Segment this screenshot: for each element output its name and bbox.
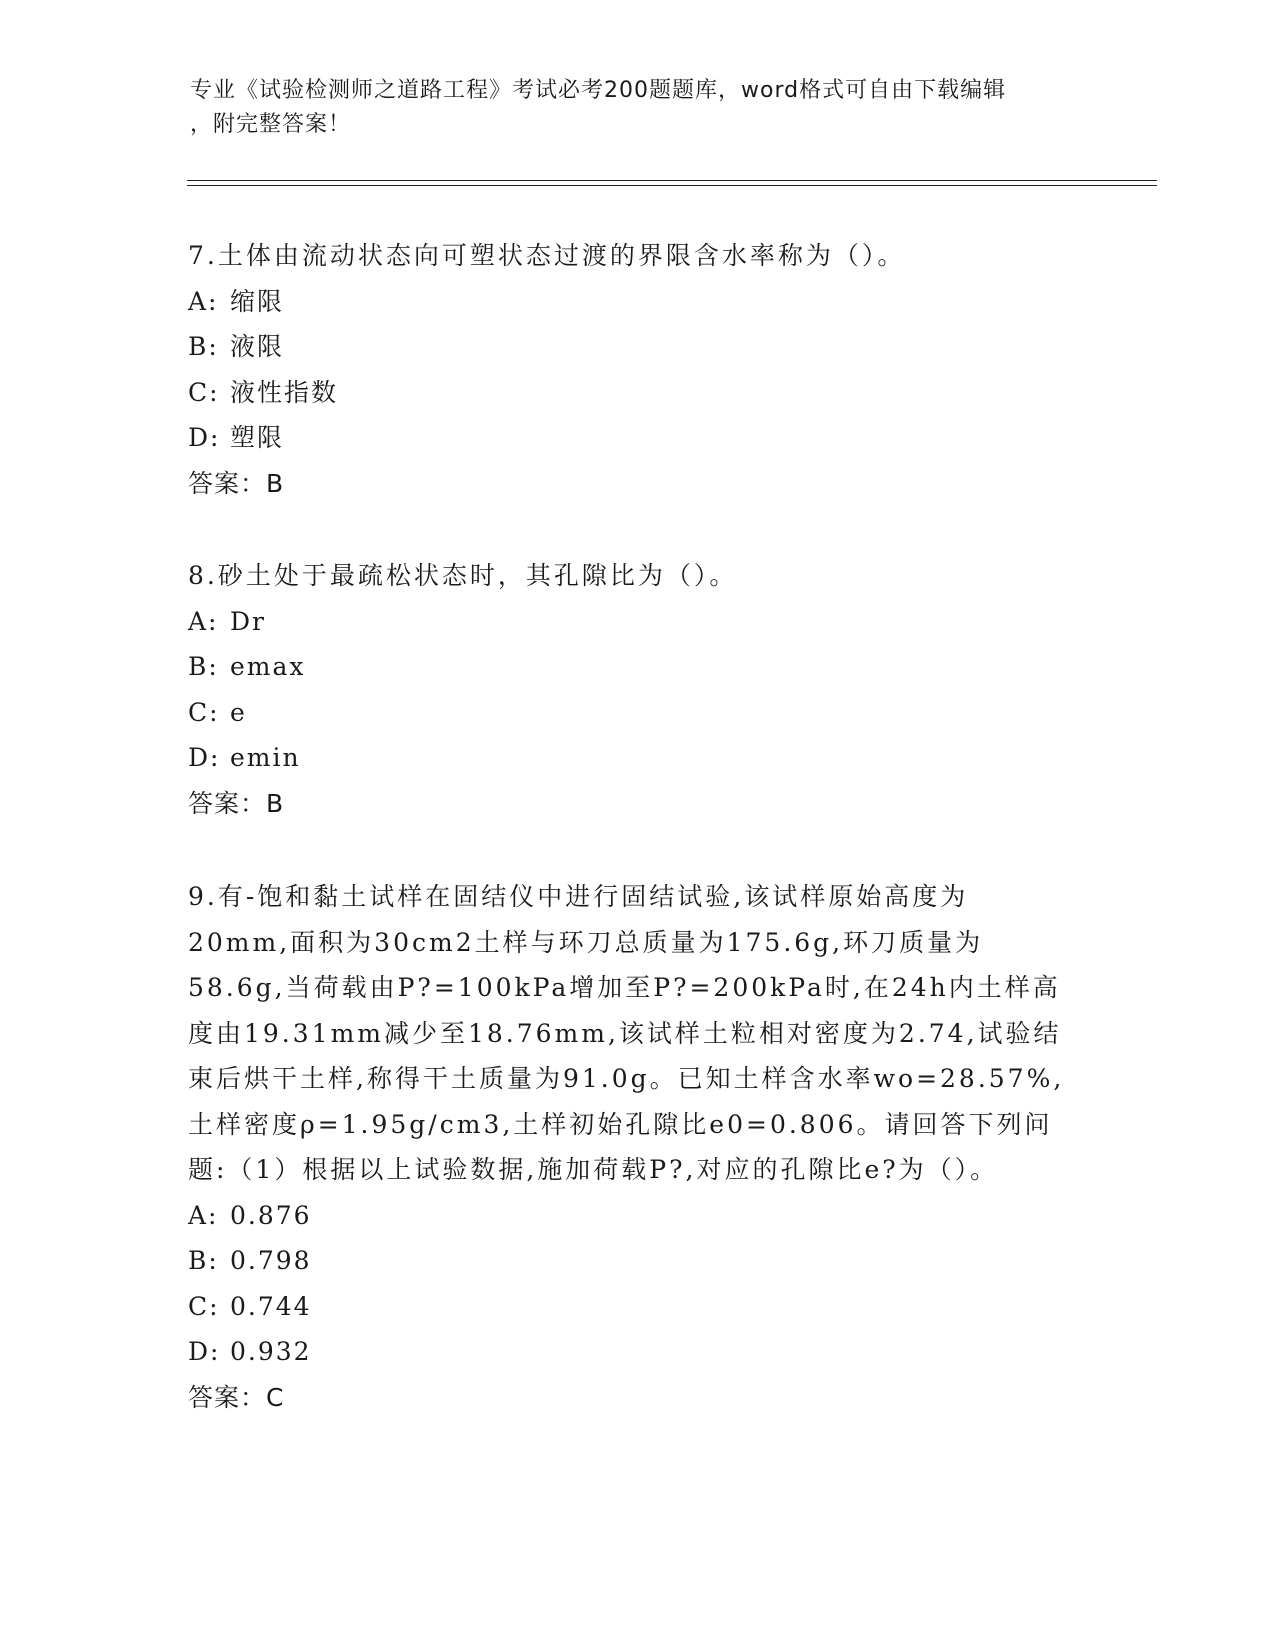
option-text: 0.744 (230, 1291, 312, 1321)
option-text: emin (230, 743, 301, 772)
option-text: 塑限 (230, 423, 285, 452)
option-text: 缩限 (230, 286, 285, 316)
option-d (188, 1329, 1088, 1375)
option-text: emax (230, 652, 306, 681)
option-text: 0.798 (230, 1246, 312, 1275)
answer-line: 答案：B (188, 788, 285, 818)
option-letter: D: (188, 1337, 221, 1366)
option-d (188, 735, 1088, 781)
option-letter: B: (188, 652, 219, 681)
header-divider-top (187, 180, 1157, 181)
option-letter: A: (188, 606, 219, 636)
option-text: 0.876 (230, 1200, 312, 1230)
header-title-line1: 专业《试验检测师之道路工程》考试必考200题题库，word格式可自由下载编辑 (190, 78, 1007, 103)
option-b (188, 644, 1088, 690)
option-b (188, 1238, 1088, 1284)
question-stem: 9.有-饱和黏土试样在固结仪中进行固结试验,该试样原始高度为20mm,面积为30cm2土样与环刀总质量为175.6g,环刀质量为58.6g,当荷载由P?=100kPa增加至P?=200kPa时,在24h内土样高度由19.31mm减少至18.76mm,该试样土粒相对密度为2.74,试验结束后烘干土样,称得干土质量为91.0g。已知土样含水率wo=28.57%,土样密度ρ=1.95g/cm3,土样初始孔隙比e0=0.806。请回答下列问题:（1）根据以上试验数据,施加荷载P?,对应的孔隙比e?为（）。 (188, 882, 1065, 1184)
question-stem: 8.砂土处于最疏松状态时，其孔隙比为（）。 (188, 561, 738, 590)
question-9 (188, 874, 1088, 1420)
document-header (190, 74, 1070, 142)
option-letter: D: (188, 423, 221, 452)
option-letter: C: (188, 1291, 220, 1321)
answer-line: 答案：C (188, 1382, 285, 1412)
header-divider-bottom (187, 185, 1157, 186)
option-c (188, 370, 1088, 416)
option-a (188, 599, 1088, 645)
option-b (188, 324, 1088, 370)
option-text: e (230, 697, 247, 727)
question-8 (188, 553, 1088, 826)
option-a (188, 279, 1088, 325)
option-letter: A: (188, 1200, 219, 1230)
header-title-line2: ，附完整答案！ (190, 112, 352, 137)
option-c (188, 1284, 1088, 1330)
option-text: 液限 (230, 332, 285, 361)
option-a (188, 1193, 1088, 1239)
question-stem: 7.土体由流动状态向可塑状态过渡的界限含水率称为（）。 (188, 241, 906, 270)
option-d (188, 415, 1088, 461)
option-letter: C: (188, 697, 220, 727)
option-text: 0.932 (230, 1337, 312, 1366)
option-letter: B: (188, 1246, 219, 1275)
answer-line: 答案：B (188, 468, 285, 498)
option-text: 液性指数 (230, 377, 339, 407)
option-letter: A: (188, 286, 219, 316)
option-c (188, 690, 1088, 736)
option-text: Dr (230, 606, 266, 636)
option-letter: C: (188, 377, 220, 407)
option-letter: B: (188, 332, 219, 361)
question-7 (188, 233, 1088, 506)
option-letter: D: (188, 743, 221, 772)
